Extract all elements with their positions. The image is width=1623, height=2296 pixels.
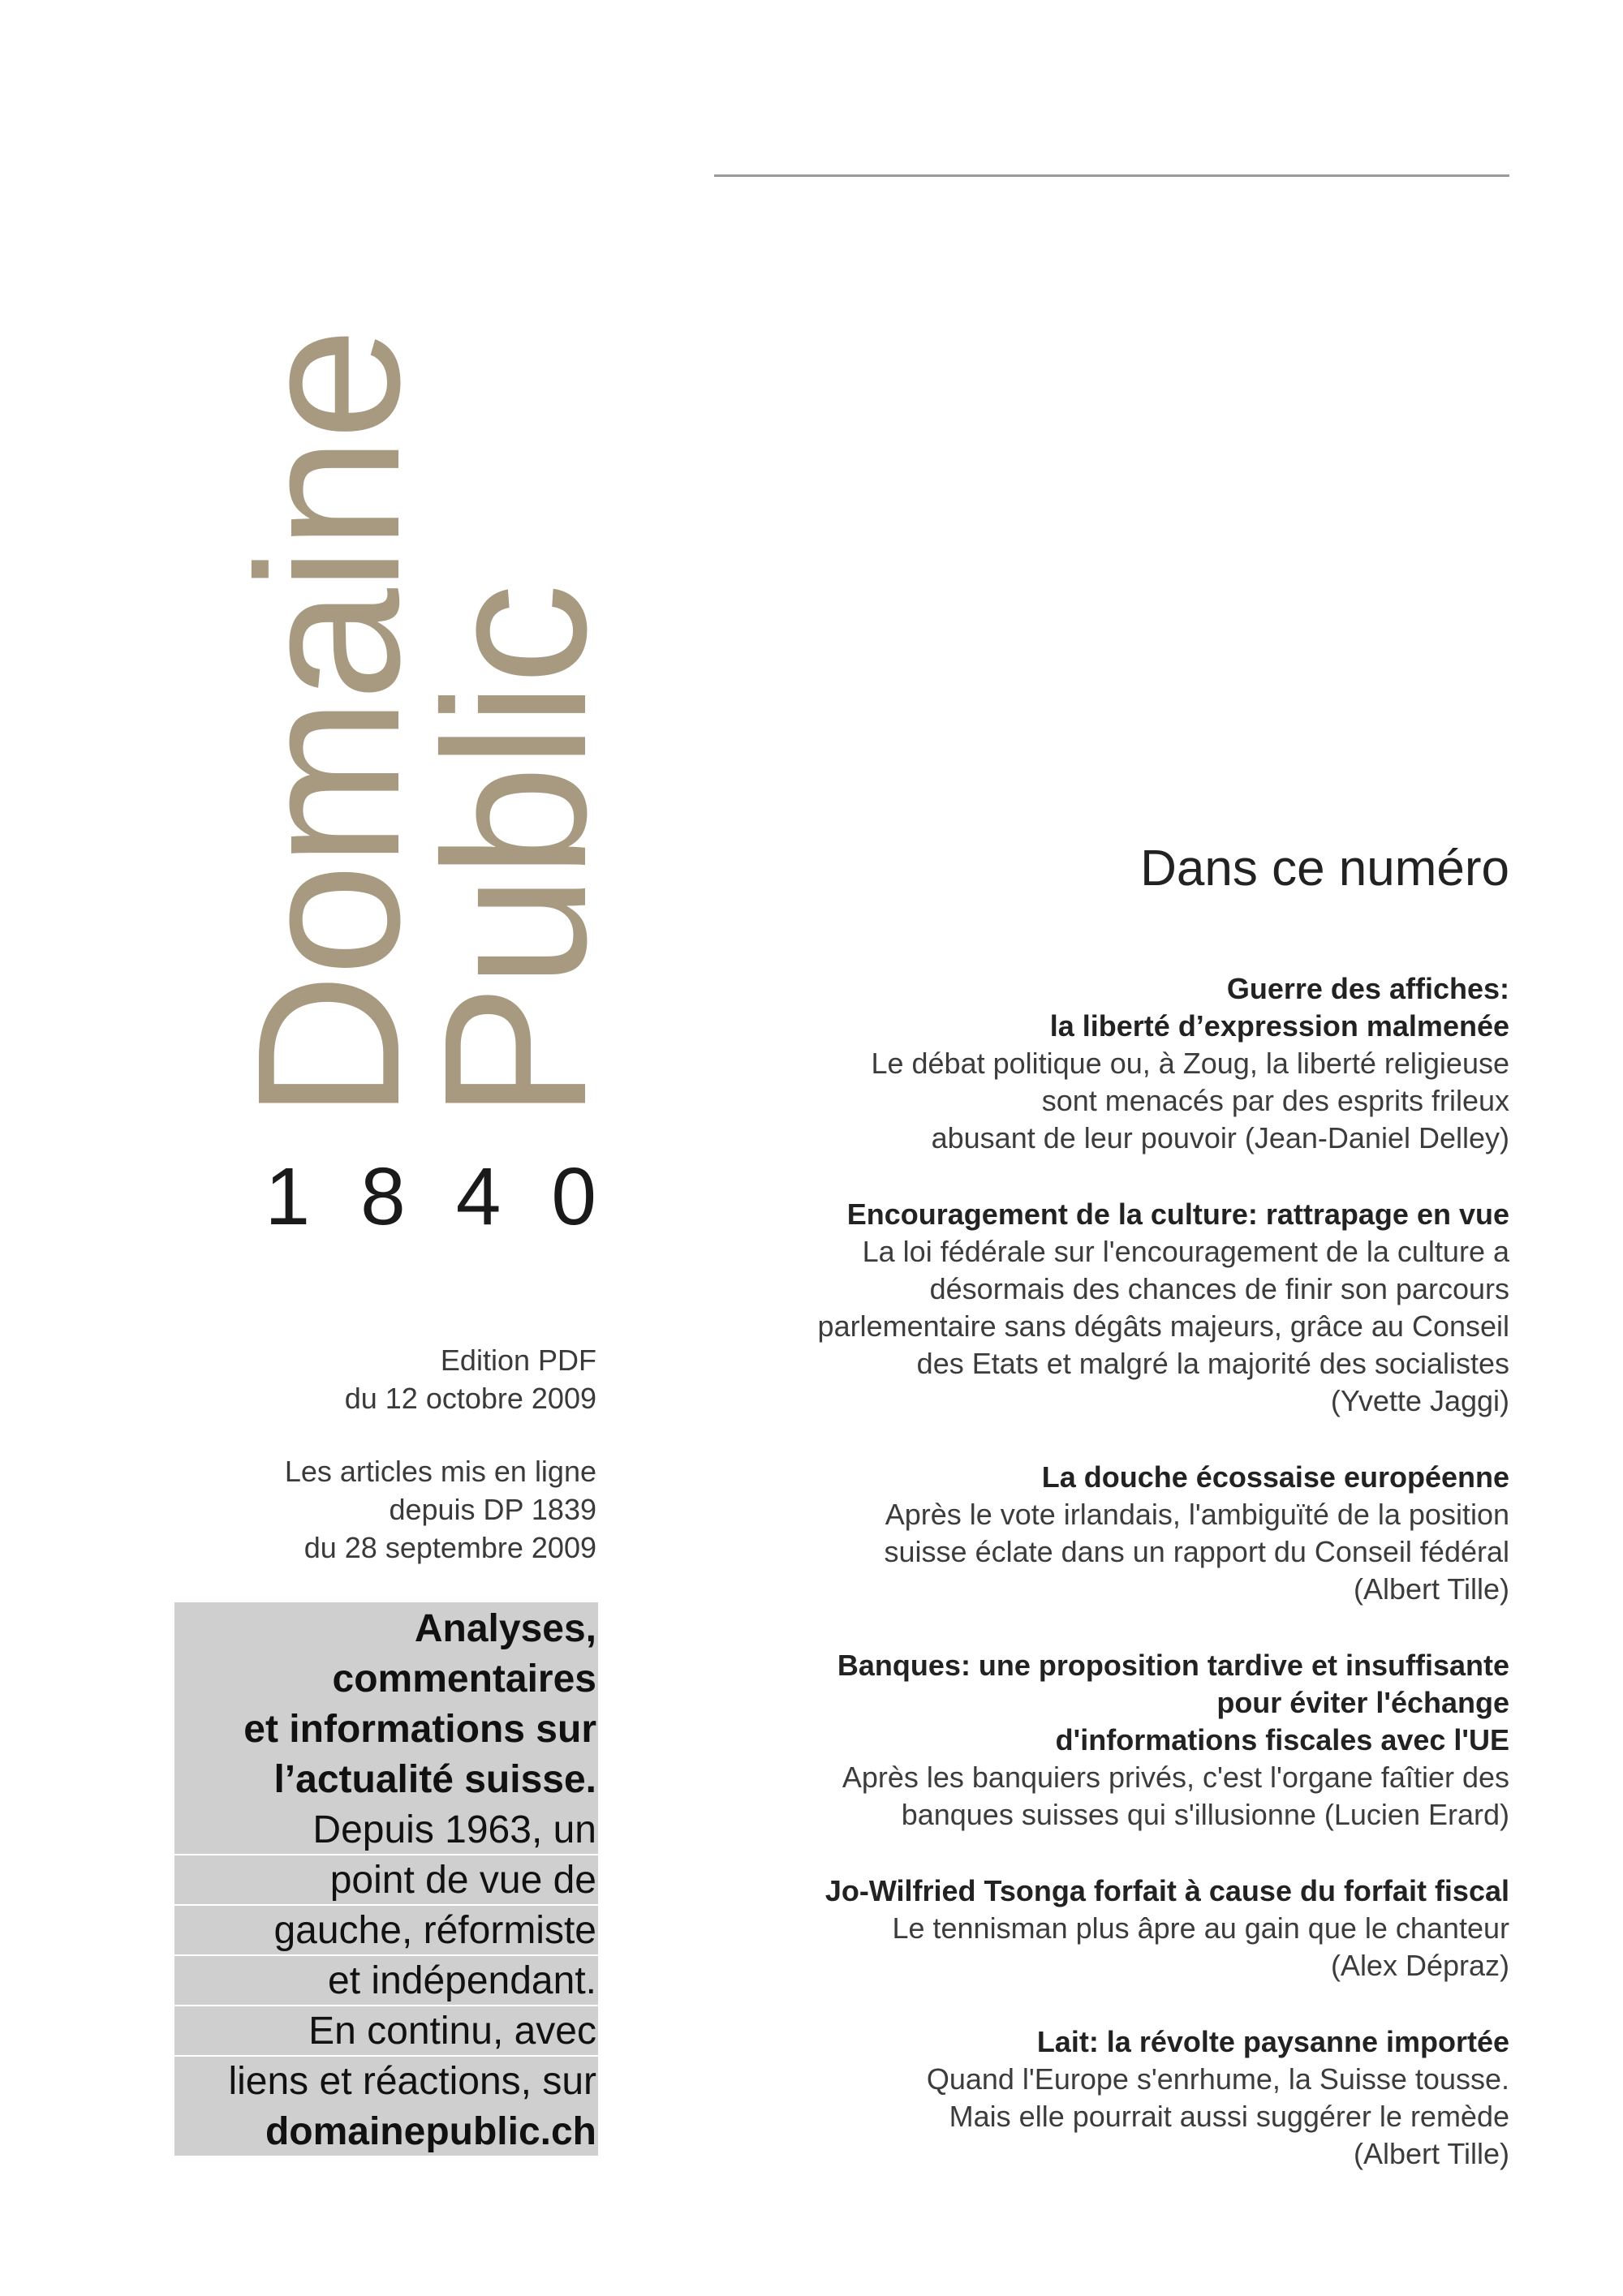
- toc-entry-title[interactable]: Lait: la révolte paysanne importée: [1036, 2025, 1509, 2058]
- about-line: commentaires: [332, 1658, 596, 1701]
- about-box-text: [228, 1604, 596, 2157]
- articles-online-line: depuis DP 1839: [389, 1493, 596, 1526]
- masthead: [215, 162, 628, 1217]
- toc-entry[interactable]: [698, 1459, 1509, 1608]
- toc-entry[interactable]: [698, 2023, 1509, 2173]
- toc-entry-summary: La loi fédérale sur l'encouragement de la culture a désormais des chances de finir son parcours parlementaire sans dégâts majeurs, grâce au Conseil des Etats et malgré la majorité des socialistes (Yvette Jaggi): [817, 1235, 1509, 1417]
- toc-entry-title[interactable]: Guerre des affiches: la liberté d’expression malmenée: [1049, 972, 1509, 1043]
- toc-entry-title[interactable]: La douche écossaise européenne: [1041, 1460, 1509, 1494]
- about-box: [174, 1602, 598, 2156]
- articles-online-line: Les articles mis en ligne: [284, 1455, 596, 1488]
- edition-date: du 12 octobre 2009: [344, 1382, 596, 1415]
- toc-entry-title[interactable]: Banques: une proposition tardive et insuffisante pour éviter l'échange d'informations fiscales avec l'UE: [837, 1649, 1509, 1756]
- about-line: et informations sur: [243, 1708, 596, 1751]
- toc-entry[interactable]: [698, 1196, 1509, 1420]
- toc-entry-summary: Après les banquiers privés, c'est l'organe faîtier des banques suisses qui s'illusionne (Lucien Erard): [842, 1761, 1509, 1831]
- masthead-word-domaine: Domaine: [215, 330, 441, 1120]
- masthead-word-public: Public: [402, 587, 628, 1120]
- about-line: liens et réactions, sur: [228, 2060, 596, 2103]
- about-line: et indépendant.: [328, 1959, 596, 2002]
- edition-info: [345, 1341, 596, 1417]
- toc-entry-summary: Après le vote irlandais, l'ambiguïté de la position suisse éclate dans un rapport du Conseil fédéral (Albert Tille): [884, 1498, 1509, 1606]
- toc-entry[interactable]: [698, 1647, 1509, 1834]
- toc-entry-summary: Le tennisman plus âpre au gain que le chanteur (Alex Dépraz): [892, 1911, 1509, 1982]
- toc-entry-summary: Le débat politique ou, à Zoug, la liberté religieuse sont menacés par des esprits frileux abusant de leur pouvoir (Jean-Daniel Delley): [871, 1047, 1509, 1154]
- toc-heading: Dans ce numéro: [1140, 841, 1509, 896]
- edition-label: Edition PDF: [440, 1344, 596, 1377]
- top-divider: [714, 174, 1509, 177]
- about-line: point de vue de: [329, 1859, 596, 1902]
- about-line: Analyses,: [414, 1607, 596, 1650]
- toc-entry-title[interactable]: Encouragement de la culture: rattrapage en vue: [846, 1197, 1509, 1231]
- toc-entry-title[interactable]: Jo-Wilfried Tsonga forfait à cause du forfait fiscal: [824, 1874, 1509, 1907]
- table-of-contents: [698, 970, 1509, 2212]
- issue-number: 1840: [265, 1151, 647, 1242]
- articles-online-info: [285, 1452, 596, 1567]
- about-line: gauche, réformiste: [273, 1909, 596, 1952]
- about-line: En continu, avec: [308, 2010, 596, 2053]
- articles-online-line: du 28 septembre 2009: [304, 1531, 596, 1564]
- about-line: l’actualité suisse.: [273, 1758, 596, 1801]
- toc-entry[interactable]: [698, 970, 1509, 1157]
- about-line: Depuis 1963, un: [312, 1808, 596, 1851]
- toc-entry-summary: Quand l'Europe s'enrhume, la Suisse tousse. Mais elle pourrait aussi suggérer le remède (Albert Tille): [926, 2062, 1509, 2170]
- toc-entry[interactable]: [698, 1872, 1509, 1984]
- website-link[interactable]: domainepublic.ch: [265, 2110, 596, 2153]
